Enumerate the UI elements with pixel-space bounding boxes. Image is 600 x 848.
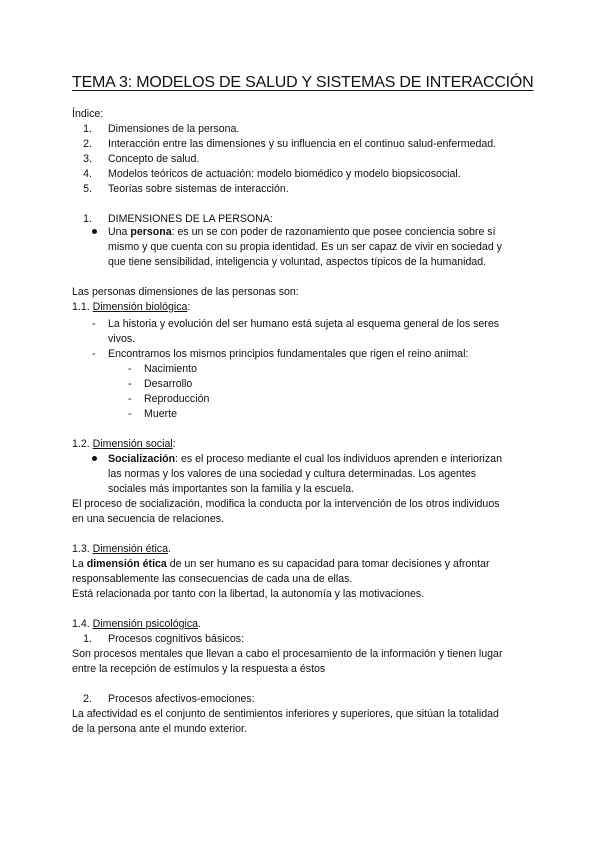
index-item-5: Teorías sobre sistemas de interacción. [108,183,289,195]
dash-marker: - [128,393,132,405]
psico-p1-line-1: Son procesos mentales que llevan a cabo el procesamiento de la información y tienen lugar [72,648,503,660]
persona-line-1 [108,225,496,240]
bio-colon: : [187,301,191,313]
etica-label: Dimensión ética [92,543,168,555]
etica-pre: La [72,558,87,570]
persona-bold: persona [130,226,172,238]
social-label: Dimensión social [92,438,173,450]
psico-p2-num: 2. [83,693,92,705]
bullet-icon [92,456,97,461]
index-item-3: Concepto de salud. [108,153,200,165]
persona-line-3: que tiene sensibilidad, inteligencia y voluntad, aspectos típicos de la humanidad. [108,256,487,268]
psico-p2-line-1: La afectividad es el conjunto de sentimientos inferiores y superiores, que sitúan la totalidad [72,708,499,720]
social-colon: : [172,438,176,450]
psico-p2-title: Procesos afectivos-emociones: [108,693,255,705]
index-num-5: 5. [83,183,92,195]
bio-dash1-line1: La historia y evolución del ser humano está sujeta al esquema general de los seres [108,318,500,330]
section1-heading: DIMENSIONES DE LA PERSONA: [108,213,273,225]
bio-dash1-line2: vivos. [108,333,136,345]
bio-sub-1: Nacimiento [144,363,197,375]
index-item-4: Modelos teóricos de actuación: modelo biomédico y modelo biopsicosocial. [108,168,461,180]
social-num: 1.2. [72,438,90,450]
index-item-2: Interacción entre las dimensiones y su influencia en el continuo salud-enfermedad. [108,138,497,150]
social-line-2: las normas y los valores de una sociedad y cultura determinadas. Los agentes [108,468,477,480]
dash-marker: - [128,378,132,390]
dash-marker: - [128,363,132,375]
bio-num: 1.1. [72,301,90,313]
etica-num: 1.3. [72,543,90,555]
etica-text-1: de un ser humano es su capacidad para tomar decisiones y afrontar [166,558,490,570]
section1-num: 1. [83,213,92,225]
bio-sub-2: Desarrollo [144,378,193,390]
index-item-1: Dimensiones de la persona. [108,123,240,135]
social-line-3: sociales más importantes son la familia y la escuela. [108,483,355,495]
social-text-1: : es el proceso mediante el cual los individuos aprenden e interiorizan [175,453,502,465]
index-num-1: 1. [83,123,92,135]
bio-sub-4: Muerte [144,408,177,420]
psico-p2-line-2: de la persona ante el mundo exterior. [72,723,247,735]
etica-line-2: responsablemente las consecuencias de cada una de ellas. [72,573,353,585]
index-label: Índice: [72,108,104,120]
etica-line-3: Está relacionada por tanto con la libertad, la autonomía y las motivaciones. [72,588,425,600]
psico-p1-num: 1. [83,633,92,645]
social-line-1 [108,452,502,467]
persona-pre: Una [108,226,131,238]
psico-p1-line-2: entre la recepción de estímulos y la respuesta a éstos [72,663,326,675]
psico-num: 1.4. [72,618,90,630]
dash-marker: - [92,348,96,360]
social-para-2: en una secuencia de relaciones. [72,513,224,525]
bio-dash2: Encontramos los mismos principios fundamentales que rigen el reino animal: [108,348,469,360]
psico-label: Dimensión psicológica [92,618,199,630]
etica-heading [72,542,171,557]
social-para-1: El proceso de socialización, modifica la conducta por la intervención de los otros individuos [72,498,500,510]
etica-dot: . [168,543,171,555]
etica-bold: dimensión ética [86,558,167,570]
bio-label: Dimensión biológica [92,301,188,313]
social-bold: Socialización [108,453,176,465]
persona-line-2: mismo y que cuenta con su propia identidad. Es un ser capaz de vivir en sociedad y [108,241,502,253]
index-num-4: 4. [83,168,92,180]
dash-marker: - [92,318,96,330]
etica-line-1 [72,557,490,572]
dimensions-intro: Las personas dimensiones de las personas son: [72,286,299,298]
social-heading [72,437,176,452]
psico-p1-title: Procesos cognitivos básicos: [108,633,245,645]
persona-text-1: : es un se con poder de razonamiento que posee conciencia sobre sí [171,226,496,238]
bio-heading [72,300,190,315]
psico-dot: . [198,618,201,630]
psico-heading [72,617,201,632]
dash-marker: - [128,408,132,420]
bio-sub-3: Reproducción [144,393,210,405]
index-num-2: 2. [83,138,92,150]
bullet-icon [92,229,97,234]
page-title: TEMA 3: MODELOS DE SALUD Y SISTEMAS DE INTERACCIÓN [72,74,534,91]
index-num-3: 3. [83,153,92,165]
